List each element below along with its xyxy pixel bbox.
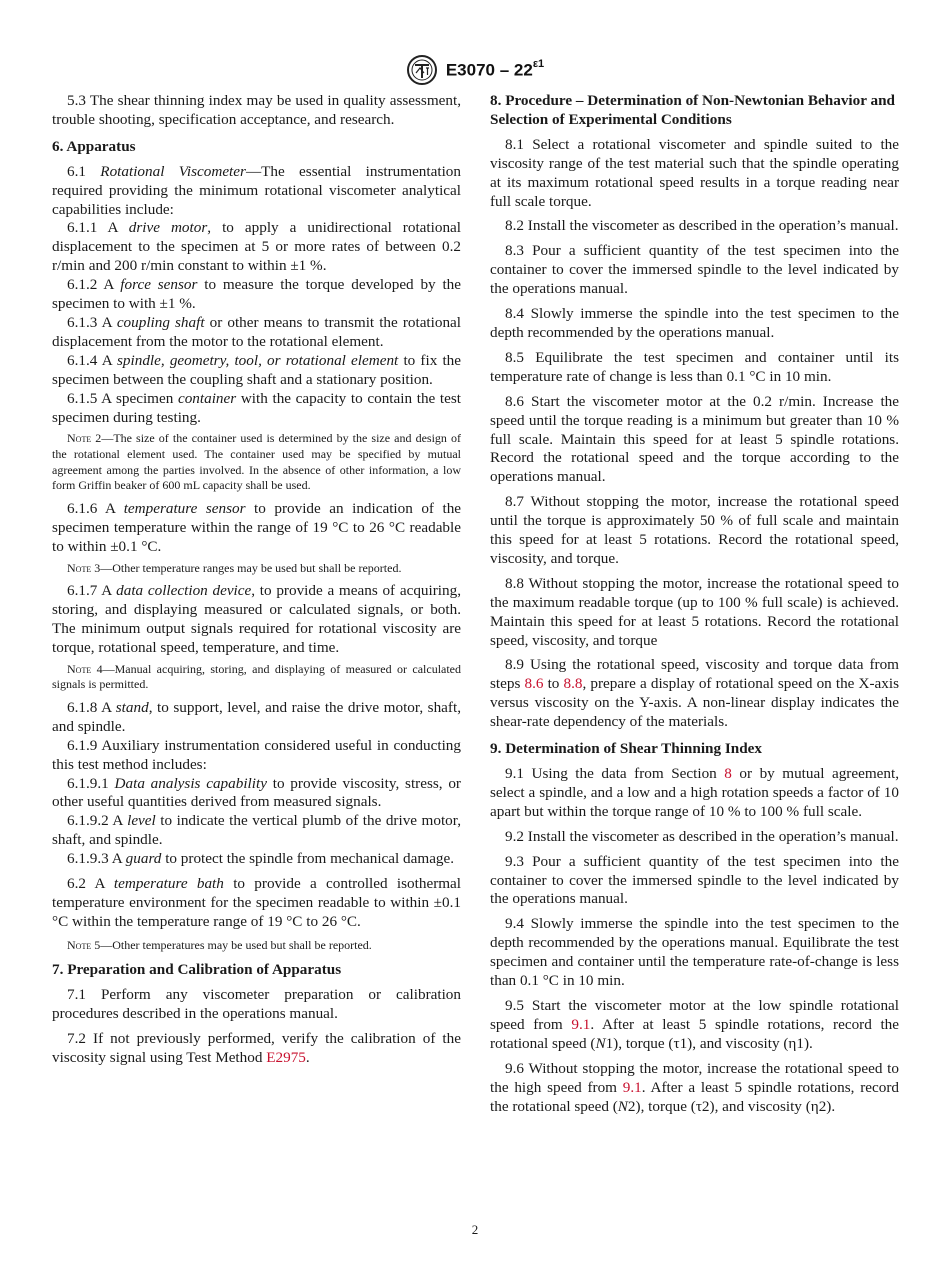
- paragraph-8-3: 8.3 Pour a sufficient quantity of the test specimen into the container to cover the immersed spindle to the level indicated by the operations manual.: [490, 242, 899, 298]
- left-column: [52, 92, 461, 1074]
- document-designation: $E3070 - 22^{\varepsilon 1}$: [445, 57, 545, 80]
- paragraph-6-1-8: 6.1.8 A stand, to support, level, and raise the drive motor, shaft, and spindle.: [52, 698, 461, 735]
- link-step-9-1-b[interactable]: 9.1: [622, 1078, 642, 1096]
- paragraph-6-1-3: 6.1.3 A coupling shaft or other means to transmit the rotational displacement from the motor to the rotational element.: [52, 313, 462, 350]
- paragraph-6-1-9-3: 6.1.9.3 A guard to protect the spindle from mechanical damage.: [67, 850, 455, 868]
- paragraph-6-1-9-1: 6.1.9.1 Data analysis capability to provide viscosity, stress, or other useful quantities derived from measured signals.: [52, 774, 461, 811]
- paragraph-6-1-5: 6.1.5 A specimen container with the capacity to contain the test specimen during testing.: [52, 389, 462, 426]
- paragraph-9-3: 9.3 Pour a sufficient quantity of the test specimen into the container to cover the immersed spindle to the level indicated by the operations manual.: [490, 852, 899, 908]
- note-3: Note 3—Other temperature ranges may be used but shall be reported.: [67, 560, 402, 575]
- paragraph-7-1: 7.1 Perform any viscometer preparation or calibration procedures described in the operations manual.: [52, 986, 461, 1023]
- paragraph-8-1: 8.1 Select a rotational viscometer and spindle suited to the viscosity range of the test material such that the spindle operating at its maximum rotational speed results in a torque reading near full scale torque.: [490, 135, 899, 210]
- paragraph-8-8: 8.8 Without stopping the motor, increase the rotational speed to the maximum readable torque (up to 100 % full scale) is achieved. Maintain this speed for at least 5 rotations. Record the rotational speed, viscosity, and torque: [490, 574, 899, 649]
- right-column: [490, 92, 899, 1122]
- link-step-9-1[interactable]: 9.1: [571, 1015, 591, 1033]
- paragraph-7-2: 7.2 If not previously performed, verify the calibration of the viscosity signal using Test Method E2975.: [52, 1030, 461, 1066]
- paragraph-9-1: 9.1 Using the data from Section 8 or by mutual agreement, select a spindle, and a low and a high rotation speeds a factor of 10 apart but within the torque range of 10 % to 100 % full scale.: [490, 765, 900, 820]
- link-step-8-6[interactable]: 8.6: [524, 675, 544, 693]
- link-step-8-8[interactable]: 8.8: [563, 675, 583, 693]
- paragraph-9-4: 9.4 Slowly immerse the spindle into the test specimen to the depth recommended by the operations manual. Equilibrate the test specimen and container until the temperature rate-of-change is less than 0.1 °C in 10 min.: [490, 915, 899, 990]
- paragraph-5-3: 5.3 The shear thinning index may be used in quality assessment, trouble shooting, specification acceptance, and research.: [52, 92, 461, 128]
- paragraph-8-7: 8.7 Without stopping the motor, increase the rotational speed until the torque is approximately 50 % of full scale and maintain this speed for at least 5 rotations. Record the rotational speed, viscosity, and torque.: [490, 493, 899, 567]
- paragraph-6-1-4: 6.1.4 A spindle, geometry, tool, or rotational element to fix the specimen between the coupling shaft and a stationary position.: [52, 351, 462, 388]
- page-header: [0, 54, 950, 88]
- note-4: Note 4—Manual acquiring, storing, and displaying of measured or calculated signals is permitted.: [52, 661, 462, 692]
- section-heading-8: 8. Procedure – Determination of Non-Newtonian Behavior and Selection of Experimental Conditions: [490, 92, 895, 128]
- section-heading-7: 7. Preparation and Calibration of Apparatus: [52, 961, 342, 979]
- paragraph-6-1-6: 6.1.6 A temperature sensor to provide an indication of the specimen temperature within the range of 19 °C to 26 °C readable to within ±0.1 °C.: [52, 499, 462, 555]
- paragraph-6-1-9-2: 6.1.9.2 A level to indicate the vertical plumb of the drive motor, shaft, and spindle.: [52, 812, 462, 849]
- paragraph-8-9: 8.9 Using the rotational speed, viscosity and torque data from steps 8.6 to 8.8, prepare a display of rotational speed on the X-axis versus viscosity on the Y-axis. A non-linear display indicates the shear-rate dependency of the materials.: [490, 656, 900, 731]
- paragraph-6-1-9: 6.1.9 Auxiliary instrumentation considered useful in conducting this test method includes:: [52, 736, 461, 773]
- paragraph-8-5: 8.5 Equilibrate the test specimen and container until its temperature rate of change is less than 0.1 °C in 10 min.: [490, 348, 899, 385]
- section-heading-6: 6. Apparatus: [52, 137, 136, 155]
- paragraph-6-1: 6.1 Rotational Viscometer—The essential instrumentation required providing the minimum rotational viscometer analytical capabilities include:: [52, 162, 461, 218]
- paragraph-6-1-2: 6.1.2 A force sensor to measure the torque developed by the specimen to with ±1 %.: [52, 276, 462, 313]
- page-number: 2: [471, 1222, 479, 1237]
- paragraph-6-1-1: 6.1.1 A drive motor, to apply a unidirectional rotational displacement to the specimen at 5 or more rates of between 0.2 r/min and 200 r/min constant to within ±1 %.: [52, 219, 462, 275]
- link-e2975[interactable]: E2975: [266, 1049, 306, 1066]
- paragraph-6-2: 6.2 A temperature bath to provide a controlled isothermal temperature environment for the specimen readable to within ±0.1 °C within the temperature range of 19 °C to 26 °C.: [52, 875, 462, 930]
- astm-logo-icon: [406, 54, 438, 86]
- paragraph-9-6: 9.6 Without stopping the motor, increase the rotational speed to the high speed from 9.1. After a least 5 spindle rotations, record the rotational speed (N2), torque (τ2), and viscosity (η2).: [490, 1059, 899, 1115]
- paragraph-8-6: 8.6 Start the viscometer motor at the 0.2 r/min. Increase the speed until the torque reading is a minimum but greater than 10 % full scale. Maintain this speed for at least 5 spindle rotations. Record the rotational speed and the torque according to the operations manual.: [490, 392, 899, 486]
- note-2: Note 2—The size of the container used is determined by the size and design of the rotational element used. The container used may be specified by mutual agreement among the parties involved. In the absence of other information, a low form Griffin beaker of 600 mL capacity shall be used.: [52, 431, 462, 493]
- paragraph-8-2: 8.2 Install the viscometer as described in the operation’s manual.: [505, 217, 899, 235]
- paragraph-8-4: 8.4 Slowly immerse the spindle into the test specimen to the depth recommended by the operations manual.: [490, 305, 899, 341]
- note-5: Note 5—Other temperatures may be used but shall be reported.: [67, 937, 372, 952]
- section-heading-9: 9. Determination of Shear Thinning Index: [490, 740, 763, 758]
- paragraph-9-2: 9.2 Install the viscometer as described in the operation’s manual.: [505, 827, 899, 845]
- link-section-8[interactable]: 8: [724, 765, 732, 782]
- paragraph-6-1-7: 6.1.7 A data collection device, to provide a means of acquiring, storing, and displaying measured or calculated signals, or both. The minimum output signals required for rotational viscosity are torque, rotational speed, temperature, and time.: [52, 582, 461, 656]
- paragraph-9-5: 9.5 Start the viscometer motor at the low spindle rotational speed from 9.1. After at least 5 spindle rotations, record the rotational speed (N1), torque (τ1), and viscosity (η1).: [490, 996, 900, 1052]
